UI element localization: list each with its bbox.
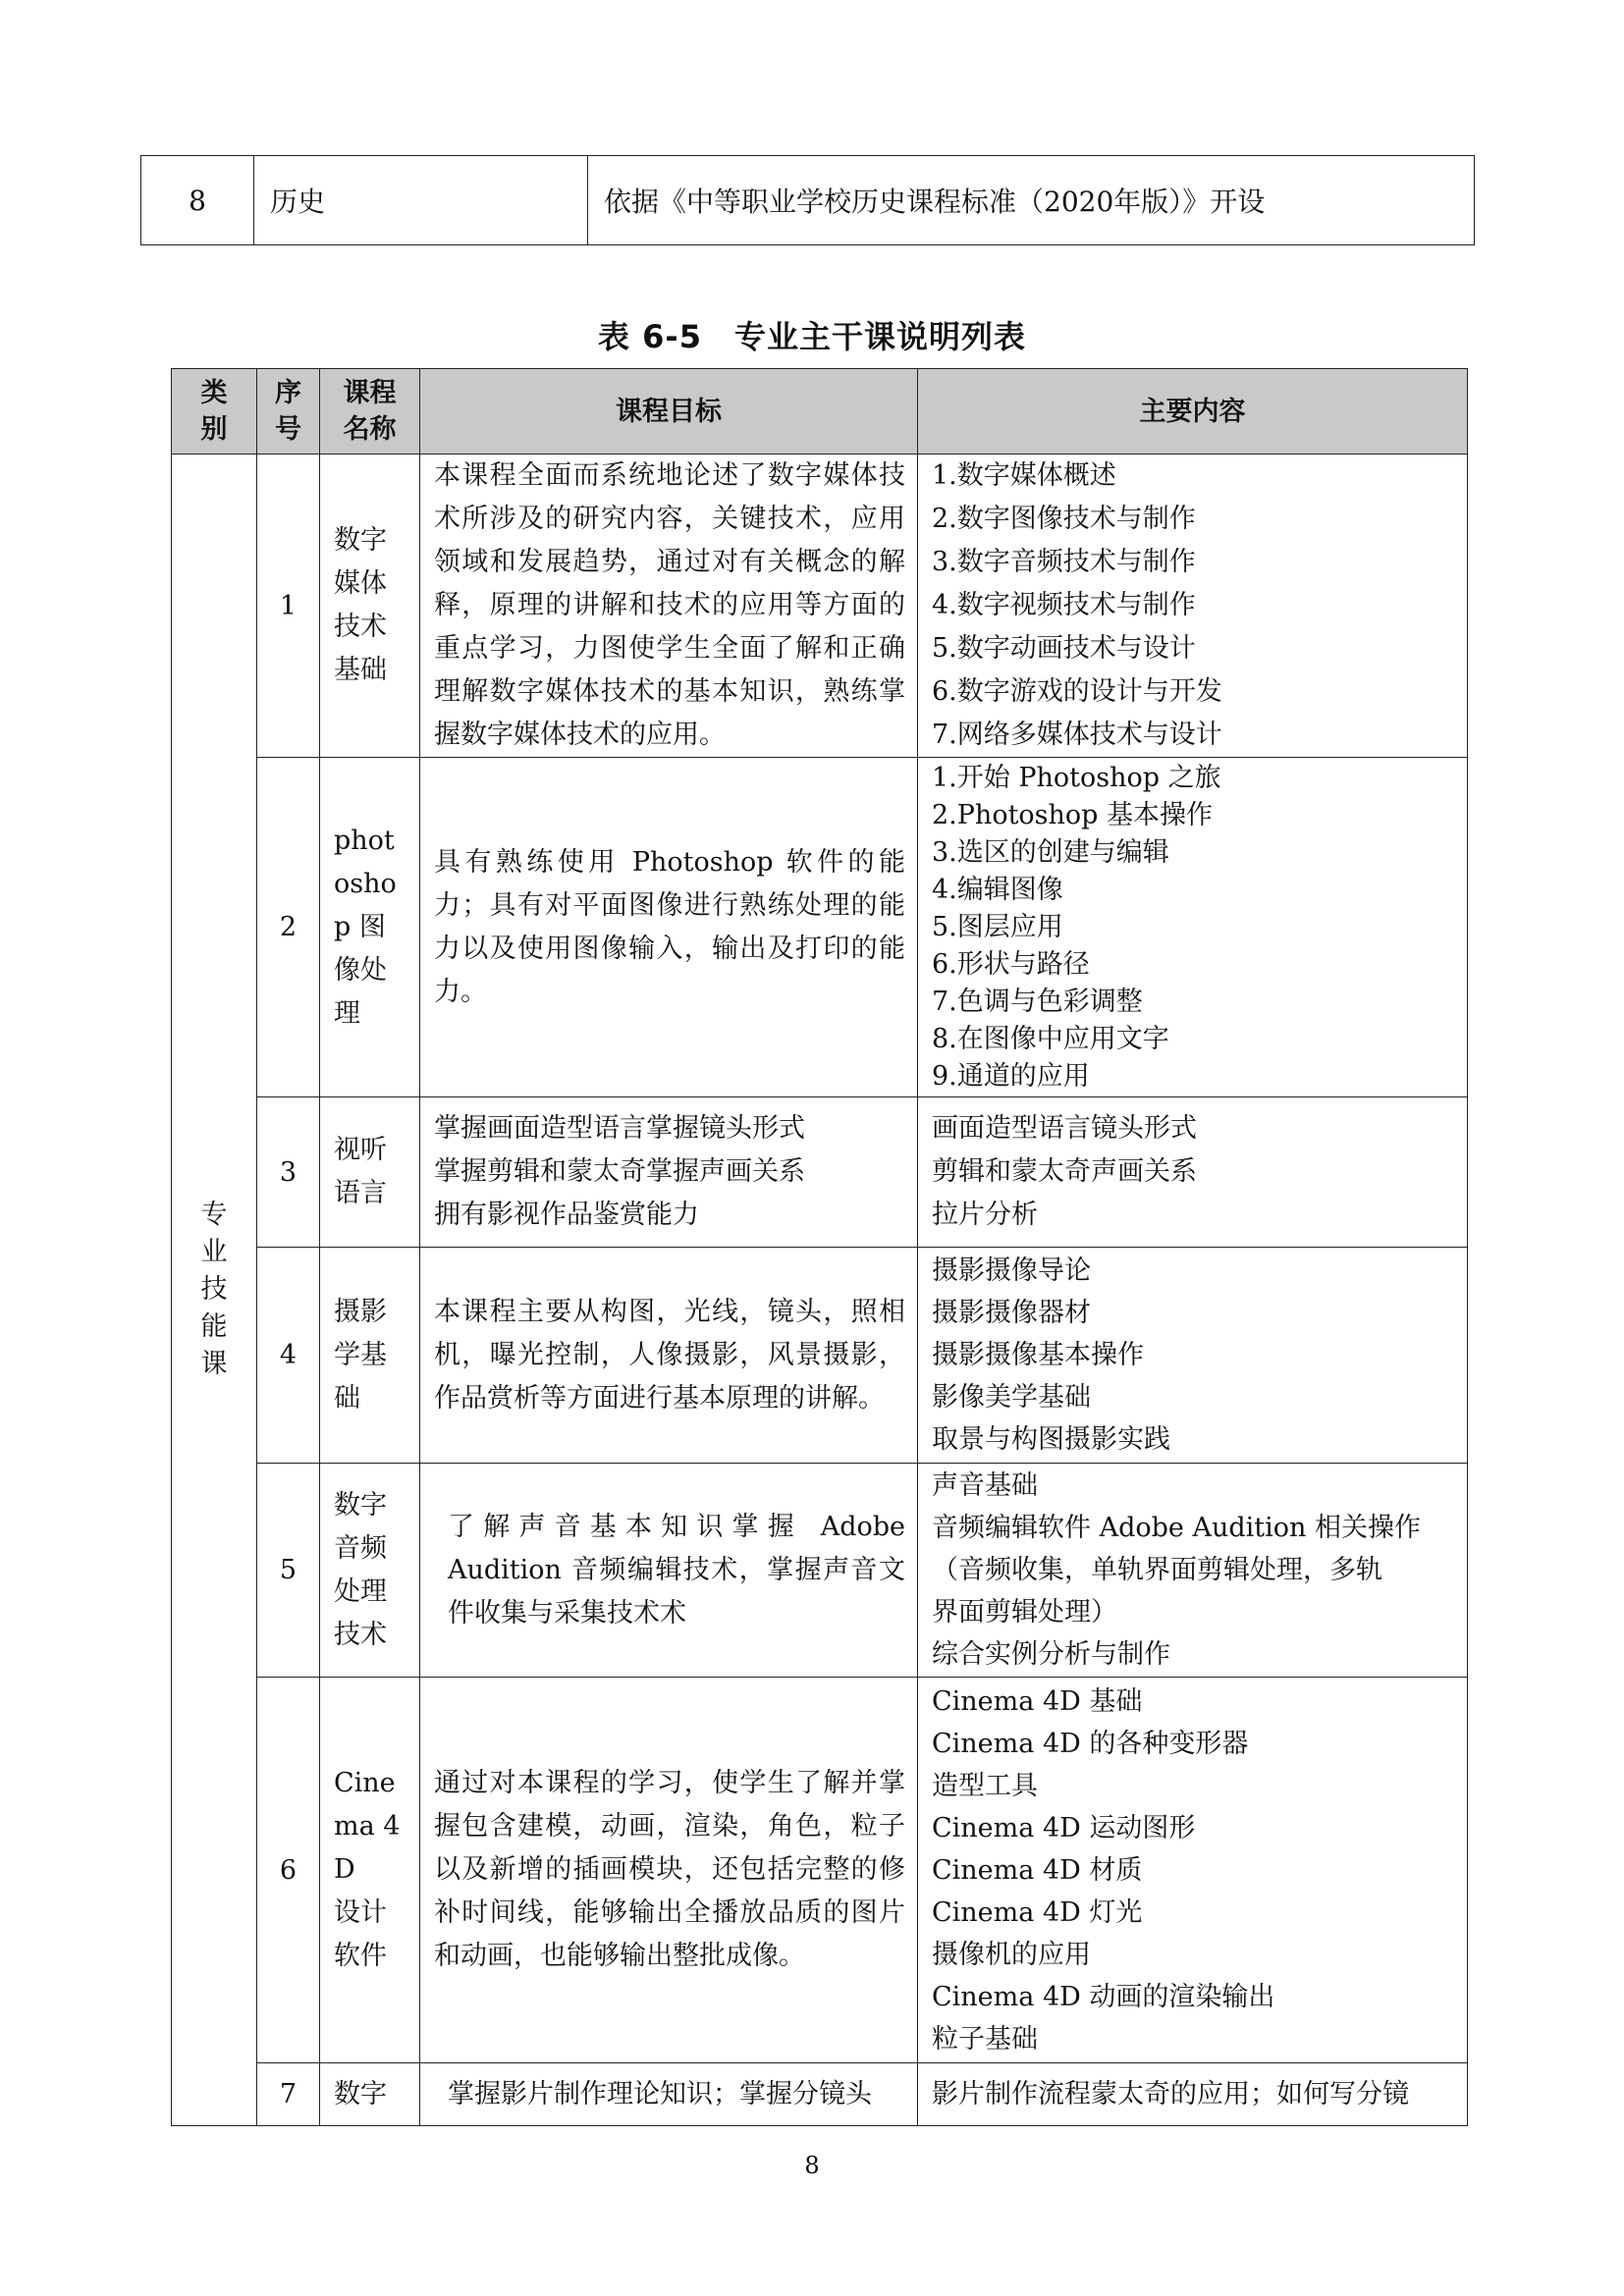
row-index: 8 — [141, 156, 254, 245]
header-category — [172, 369, 257, 454]
course-content: Cinema 4D 基础 Cinema 4D 的各种变形器 造型工具 Cinema 4D 运动图形 Cinema 4D 材质 Cinema 4D 灯光 摄像机的应用 Cinema 4D 动画的渲染输出 粒子基础 — [918, 1678, 1468, 2063]
table-row — [172, 1678, 1468, 2063]
course-name: 摄影 学基 础 — [320, 1248, 420, 1464]
course-index: 7 — [257, 2063, 320, 2126]
course-name: 视听 语言 — [320, 1097, 420, 1248]
previous-table-tail — [140, 155, 1475, 245]
course-name: 数字 — [320, 2063, 420, 2126]
table-row — [172, 1464, 1468, 1678]
header-index-text: 序 号 — [275, 378, 301, 445]
table-row — [172, 454, 1468, 758]
course-goal: 掌握影片制作理论知识；掌握分镜头 — [420, 2063, 918, 2126]
course-name: 数字 音频 处理 技术 — [320, 1464, 420, 1678]
header-name — [320, 369, 420, 454]
course-goal: 本课程全面而系统地论述了数字媒体技术所涉及的研究内容，关键技术，应用领域和发展趋势，通过对有关概念的解释，原理的讲解和技术的应用等方面的重点学习，力图使学生全面了解和正确理解数字媒体技术的基本知识，熟练掌握数字媒体技术的应用。 — [420, 454, 918, 758]
header-row — [172, 369, 1468, 454]
page-number: 8 — [804, 2152, 820, 2179]
subject-description: 依据《中等职业学校历史课程标准（2020年版）》开设 — [588, 156, 1475, 245]
course-goal: 通过对本课程的学习，使学生了解并掌握包含建模，动画，渲染，角色，粒子以及新增的插画模块，还包括完整的修补时间线，能够输出全播放品质的图片和动画，也能够输出整批成像。 — [420, 1678, 918, 2063]
header-goal: 课程目标 — [420, 369, 918, 454]
table-caption: 表 6-5 专业主干课说明列表 — [598, 318, 1026, 355]
course-index: 6 — [257, 1678, 320, 2063]
course-name: Cine ma 4D 设计 软件 — [320, 1678, 420, 2063]
subject-name: 历史 — [254, 156, 588, 245]
table-row — [172, 1097, 1468, 1248]
course-index: 2 — [257, 758, 320, 1097]
course-content: 影片制作流程蒙太奇的应用；如何写分镜 — [918, 2063, 1468, 2126]
course-goal: 掌握画面造型语言掌握镜头形式 掌握剪辑和蒙太奇掌握声画关系 拥有影视作品鉴赏能力 — [420, 1097, 918, 1248]
table-row — [172, 1248, 1468, 1464]
header-category-text: 类 别 — [200, 378, 228, 445]
course-goal: 具有熟练使用 Photoshop 软件的能力；具有对平面图像进行熟练处理的能力以及使用图像输入，输出及打印的能力。 — [420, 758, 918, 1097]
table-row — [172, 758, 1468, 1097]
category-label: 专 业 技 能 课 — [200, 1200, 228, 1379]
course-content: 声音基础 音频编辑软件 Adobe Audition 相关操作 （音频收集，单轨界面剪辑处理，多轨 界面剪辑处理） 综合实例分析与制作 — [918, 1464, 1468, 1678]
course-name: phot osho p 图 像处 理 — [320, 758, 420, 1097]
course-index: 1 — [257, 454, 320, 758]
course-index: 5 — [257, 1464, 320, 1678]
course-content: 摄影摄像导论 摄影摄像器材 摄影摄像基本操作 影像美学基础 取景与构图摄影实践 — [918, 1248, 1468, 1464]
header-index — [257, 369, 320, 454]
course-content: 1.开始 Photoshop 之旅 2.Photoshop 基本操作 3.选区的创建与编辑 4.编辑图像 5.图层应用 6.形状与路径 7.色调与色彩调整 8.在图像中应用文字 9.通道的应用 — [918, 758, 1468, 1097]
course-content: 1.数字媒体概述 2.数字图像技术与制作 3.数字音频技术与制作 4.数字视频技术与制作 5.数字动画技术与设计 6.数字游戏的设计与开发 7.网络多媒体技术与设计 — [918, 454, 1468, 758]
header-content: 主要内容 — [918, 369, 1468, 454]
core-courses-table — [171, 368, 1468, 2126]
course-name: 数字 媒体 技术 基础 — [320, 454, 420, 758]
course-index: 3 — [257, 1097, 320, 1248]
course-index: 4 — [257, 1248, 320, 1464]
course-content: 画面造型语言镜头形式 剪辑和蒙太奇声画关系 拉片分析 — [918, 1097, 1468, 1248]
header-name-text: 课程 名称 — [343, 378, 397, 445]
course-goal: 本课程主要从构图，光线，镜头，照相机，曝光控制，人像摄影，风景摄影，作品赏析等方面进行基本原理的讲解。 — [420, 1248, 918, 1464]
table-row — [172, 2063, 1468, 2126]
table-row — [141, 156, 1475, 245]
category-cell — [172, 454, 257, 2126]
course-goal: 了解声音基本知识掌握 Adobe Audition 音频编辑技术，掌握声音文件收集与采集技术术 — [420, 1464, 918, 1678]
